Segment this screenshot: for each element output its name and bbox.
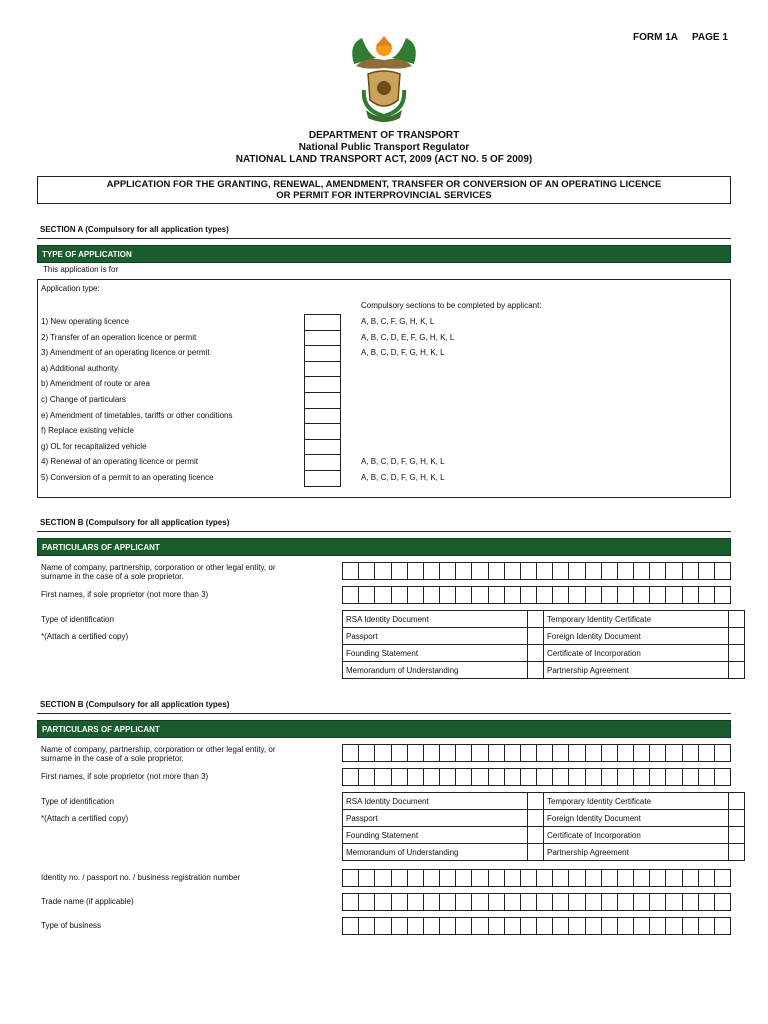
identification-checkbox[interactable] bbox=[729, 810, 745, 827]
char-cell[interactable] bbox=[424, 563, 440, 579]
char-cell[interactable] bbox=[489, 769, 505, 785]
char-cell[interactable] bbox=[456, 587, 472, 603]
trade-name-input[interactable] bbox=[342, 893, 731, 911]
char-cell[interactable] bbox=[489, 587, 505, 603]
char-cell[interactable] bbox=[553, 769, 569, 785]
company-name-label-cont: surname in the case of a sole proprietor. bbox=[41, 754, 184, 763]
char-cell[interactable] bbox=[715, 769, 730, 785]
char-cell[interactable] bbox=[618, 870, 634, 886]
application-type-checkbox[interactable] bbox=[304, 408, 341, 425]
char-cell[interactable] bbox=[715, 563, 730, 579]
char-cell[interactable] bbox=[650, 894, 666, 910]
char-cell[interactable] bbox=[424, 587, 440, 603]
regulator-title: National Public Transport Regulator bbox=[298, 142, 470, 153]
char-cell[interactable] bbox=[440, 587, 456, 603]
char-cell[interactable] bbox=[537, 918, 553, 934]
identification-checkbox[interactable] bbox=[729, 645, 745, 662]
char-cell[interactable] bbox=[715, 918, 730, 934]
application-type-checkbox[interactable] bbox=[304, 470, 341, 487]
identification-checkbox[interactable] bbox=[528, 844, 544, 861]
application-type-label: 3) Amendment of an operating licence or permit bbox=[41, 348, 210, 358]
char-cell[interactable] bbox=[343, 745, 359, 761]
char-cell[interactable] bbox=[586, 587, 602, 603]
char-cell[interactable] bbox=[715, 870, 730, 886]
char-cell[interactable] bbox=[683, 918, 699, 934]
char-cell[interactable] bbox=[375, 587, 391, 603]
compulsory-sections: A, B, C, F, G, H, K, L bbox=[361, 317, 435, 326]
char-cell[interactable] bbox=[618, 894, 634, 910]
char-cell[interactable] bbox=[602, 870, 618, 886]
particulars-bar: PARTICULARS OF APPLICANT bbox=[37, 720, 731, 738]
application-type-checkbox[interactable] bbox=[304, 361, 341, 378]
char-cell[interactable] bbox=[392, 563, 408, 579]
divider bbox=[37, 238, 731, 239]
char-cell[interactable] bbox=[683, 894, 699, 910]
identification-row bbox=[343, 844, 745, 861]
coat-of-arms-icon bbox=[346, 34, 422, 124]
identification-checkbox[interactable] bbox=[528, 793, 544, 810]
char-cell[interactable] bbox=[634, 587, 650, 603]
char-cell[interactable] bbox=[715, 587, 730, 603]
char-cell[interactable] bbox=[375, 563, 391, 579]
char-cell[interactable] bbox=[505, 918, 521, 934]
char-cell[interactable] bbox=[489, 745, 505, 761]
char-cell[interactable] bbox=[650, 769, 666, 785]
char-cell[interactable] bbox=[440, 918, 456, 934]
char-cell[interactable] bbox=[569, 894, 585, 910]
char-cell[interactable] bbox=[343, 870, 359, 886]
identification-checkbox[interactable] bbox=[729, 662, 745, 679]
application-type-label: g) OL for recapitalized vehicle bbox=[41, 441, 147, 451]
application-type-checkbox[interactable] bbox=[304, 454, 341, 471]
char-cell[interactable] bbox=[456, 769, 472, 785]
type-of-application-bar: TYPE OF APPLICATION bbox=[37, 245, 731, 263]
char-cell[interactable] bbox=[359, 563, 375, 579]
char-cell[interactable] bbox=[408, 870, 424, 886]
char-cell[interactable] bbox=[618, 918, 634, 934]
char-cell[interactable] bbox=[699, 894, 715, 910]
char-cell[interactable] bbox=[440, 769, 456, 785]
identification-row bbox=[343, 662, 745, 679]
divider bbox=[37, 713, 731, 714]
identification-checkbox[interactable] bbox=[729, 611, 745, 628]
type-of-identification-label: Type of identification bbox=[41, 615, 114, 624]
char-cell[interactable] bbox=[537, 769, 553, 785]
char-cell[interactable] bbox=[683, 587, 699, 603]
char-cell[interactable] bbox=[505, 563, 521, 579]
char-cell[interactable] bbox=[505, 894, 521, 910]
identification-option-label: Passport bbox=[343, 628, 528, 645]
char-cell[interactable] bbox=[489, 894, 505, 910]
char-cell[interactable] bbox=[586, 918, 602, 934]
char-cell[interactable] bbox=[569, 745, 585, 761]
char-cell[interactable] bbox=[408, 769, 424, 785]
identification-row bbox=[343, 810, 745, 827]
char-cell[interactable] bbox=[618, 745, 634, 761]
char-cell[interactable] bbox=[634, 894, 650, 910]
identification-checkbox[interactable] bbox=[528, 827, 544, 844]
char-cell[interactable] bbox=[440, 894, 456, 910]
char-cell[interactable] bbox=[440, 870, 456, 886]
identification-option-label: Foreign Identity Document bbox=[544, 810, 729, 827]
char-cell[interactable] bbox=[521, 745, 537, 761]
first-names-input[interactable] bbox=[342, 586, 731, 604]
identification-checkbox[interactable] bbox=[528, 611, 544, 628]
char-cell[interactable] bbox=[683, 563, 699, 579]
identification-option-label: Passport bbox=[343, 810, 528, 827]
char-cell[interactable] bbox=[408, 587, 424, 603]
char-cell[interactable] bbox=[699, 745, 715, 761]
application-type-label: a) Additional authority bbox=[41, 363, 118, 373]
char-cell[interactable] bbox=[424, 769, 440, 785]
char-cell[interactable] bbox=[343, 918, 359, 934]
char-cell[interactable] bbox=[666, 769, 682, 785]
identification-checkbox[interactable] bbox=[729, 844, 745, 861]
char-cell[interactable] bbox=[586, 769, 602, 785]
char-cell[interactable] bbox=[424, 745, 440, 761]
char-cell[interactable] bbox=[569, 563, 585, 579]
char-cell[interactable] bbox=[392, 745, 408, 761]
char-cell[interactable] bbox=[586, 745, 602, 761]
char-cell[interactable] bbox=[666, 894, 682, 910]
char-cell[interactable] bbox=[650, 563, 666, 579]
char-cell[interactable] bbox=[489, 563, 505, 579]
char-cell[interactable] bbox=[602, 745, 618, 761]
char-cell[interactable] bbox=[553, 563, 569, 579]
identification-checkbox[interactable] bbox=[729, 628, 745, 645]
application-type-label: 1) New operating licence bbox=[41, 317, 130, 326]
identification-option-label: Founding Statement bbox=[343, 827, 528, 844]
char-cell[interactable] bbox=[618, 563, 634, 579]
char-cell[interactable] bbox=[489, 918, 505, 934]
section-b-heading: SECTION B (Compulsory for all application types) bbox=[40, 700, 230, 709]
id-number-label: Identity no. / passport no. / business registration number bbox=[41, 873, 241, 882]
application-type-checkbox[interactable] bbox=[304, 376, 341, 393]
char-cell[interactable] bbox=[472, 587, 488, 603]
application-type-label: Application type: bbox=[41, 284, 100, 293]
char-cell[interactable] bbox=[537, 563, 553, 579]
char-cell[interactable] bbox=[359, 745, 375, 761]
char-cell[interactable] bbox=[666, 563, 682, 579]
char-cell[interactable] bbox=[715, 894, 730, 910]
compulsory-sections: A, B, C, D, F, G, H, K, L bbox=[361, 457, 445, 467]
identification-checkbox[interactable] bbox=[528, 810, 544, 827]
char-cell[interactable] bbox=[505, 745, 521, 761]
department-title: DEPARTMENT OF TRANSPORT bbox=[308, 130, 460, 141]
char-cell[interactable] bbox=[650, 745, 666, 761]
application-type-checkbox[interactable] bbox=[304, 345, 341, 362]
application-type-checkbox[interactable] bbox=[304, 439, 341, 456]
char-cell[interactable] bbox=[586, 563, 602, 579]
char-cell[interactable] bbox=[505, 769, 521, 785]
char-cell[interactable] bbox=[521, 769, 537, 785]
act-title: NATIONAL LAND TRANSPORT ACT, 2009 (ACT NO. 5 OF 2009) bbox=[235, 154, 533, 165]
application-type-checkbox[interactable] bbox=[304, 330, 341, 347]
char-cell[interactable] bbox=[553, 745, 569, 761]
compulsory-label: Compulsory sections to be completed by applicant: bbox=[361, 301, 542, 310]
identification-checkbox[interactable] bbox=[729, 793, 745, 810]
char-cell[interactable] bbox=[602, 587, 618, 603]
first-names-label: First names, if sole proprietor (not more than 3) bbox=[41, 772, 209, 781]
application-type-label: 2) Transfer of an operation licence or permit bbox=[41, 332, 197, 342]
char-cell[interactable] bbox=[634, 918, 650, 934]
char-cell[interactable] bbox=[537, 894, 553, 910]
char-cell[interactable] bbox=[359, 870, 375, 886]
identification-option-label: Certificate of Incorporation bbox=[544, 827, 729, 844]
char-cell[interactable] bbox=[343, 894, 359, 910]
char-cell[interactable] bbox=[650, 587, 666, 603]
char-cell[interactable] bbox=[699, 587, 715, 603]
char-cell[interactable] bbox=[472, 870, 488, 886]
compulsory-sections: A, B, C, D, F, G, H, K, L bbox=[361, 348, 445, 358]
type-of-business-input[interactable] bbox=[342, 917, 731, 935]
char-cell[interactable] bbox=[424, 894, 440, 910]
char-cell[interactable] bbox=[553, 918, 569, 934]
char-cell[interactable] bbox=[618, 769, 634, 785]
char-cell[interactable] bbox=[456, 870, 472, 886]
identification-row bbox=[343, 628, 745, 645]
identification-option-label: RSA Identity Document bbox=[343, 793, 528, 810]
identification-option-label: Partnership Agreement bbox=[544, 844, 729, 861]
char-cell[interactable] bbox=[505, 870, 521, 886]
char-cell[interactable] bbox=[408, 918, 424, 934]
identification-option-label: RSA Identity Document bbox=[343, 611, 528, 628]
identification-row bbox=[343, 827, 745, 844]
application-type-label: c) Change of particulars bbox=[41, 395, 126, 404]
char-cell[interactable] bbox=[392, 769, 408, 785]
char-cell[interactable] bbox=[699, 870, 715, 886]
char-cell[interactable] bbox=[375, 918, 391, 934]
identification-option-label: Foreign Identity Document bbox=[544, 628, 729, 645]
char-cell[interactable] bbox=[440, 563, 456, 579]
char-cell[interactable] bbox=[375, 769, 391, 785]
char-cell[interactable] bbox=[472, 563, 488, 579]
application-type-checkbox[interactable] bbox=[304, 392, 341, 409]
id-number-input[interactable] bbox=[342, 869, 731, 887]
application-type-label: f) Replace existing vehicle bbox=[41, 426, 134, 436]
identification-option-label: Partnership Agreement bbox=[544, 662, 729, 679]
char-cell[interactable] bbox=[359, 587, 375, 603]
char-cell[interactable] bbox=[683, 769, 699, 785]
application-type-checkbox[interactable] bbox=[304, 314, 341, 331]
section-a-heading: SECTION A (Compulsory for all application types) bbox=[40, 225, 229, 234]
title-line-2: OR PERMIT FOR INTERPROVINCIAL SERVICES bbox=[276, 190, 492, 201]
company-name-input[interactable] bbox=[342, 562, 731, 580]
char-cell[interactable] bbox=[634, 769, 650, 785]
particulars-bar: PARTICULARS OF APPLICANT bbox=[37, 538, 731, 556]
char-cell[interactable] bbox=[618, 587, 634, 603]
char-cell[interactable] bbox=[392, 870, 408, 886]
char-cell[interactable] bbox=[666, 918, 682, 934]
char-cell[interactable] bbox=[569, 769, 585, 785]
char-cell[interactable] bbox=[569, 870, 585, 886]
char-cell[interactable] bbox=[666, 870, 682, 886]
char-cell[interactable] bbox=[359, 918, 375, 934]
char-cell[interactable] bbox=[456, 745, 472, 761]
char-cell[interactable] bbox=[553, 894, 569, 910]
attach-copy-note: *(Attach a certified copy) bbox=[41, 814, 129, 823]
char-cell[interactable] bbox=[392, 894, 408, 910]
char-cell[interactable] bbox=[634, 563, 650, 579]
identification-row bbox=[343, 793, 745, 810]
char-cell[interactable] bbox=[408, 563, 424, 579]
char-cell[interactable] bbox=[553, 587, 569, 603]
char-cell[interactable] bbox=[392, 918, 408, 934]
char-cell[interactable] bbox=[392, 587, 408, 603]
company-name-input[interactable] bbox=[342, 744, 731, 762]
char-cell[interactable] bbox=[666, 587, 682, 603]
char-cell[interactable] bbox=[537, 587, 553, 603]
char-cell[interactable] bbox=[553, 870, 569, 886]
char-cell[interactable] bbox=[586, 894, 602, 910]
char-cell[interactable] bbox=[472, 769, 488, 785]
identification-checkbox[interactable] bbox=[528, 645, 544, 662]
char-cell[interactable] bbox=[440, 745, 456, 761]
char-cell[interactable] bbox=[586, 870, 602, 886]
char-cell[interactable] bbox=[408, 745, 424, 761]
type-of-identification-label: Type of identification bbox=[41, 797, 114, 806]
char-cell[interactable] bbox=[602, 894, 618, 910]
identification-row bbox=[343, 645, 745, 662]
application-title-box bbox=[37, 176, 731, 204]
identification-option-label: Founding Statement bbox=[343, 645, 528, 662]
identification-checkbox[interactable] bbox=[528, 662, 544, 679]
application-type-label: b) Amendment of route or area bbox=[41, 379, 150, 389]
char-cell[interactable] bbox=[602, 769, 618, 785]
char-cell[interactable] bbox=[505, 587, 521, 603]
char-cell[interactable] bbox=[521, 918, 537, 934]
char-cell[interactable] bbox=[375, 870, 391, 886]
char-cell[interactable] bbox=[537, 745, 553, 761]
application-type-label: e) Amendment of timetables, tariffs or other conditions bbox=[41, 410, 233, 420]
company-name-label-cont: surname in the case of a sole proprietor. bbox=[41, 572, 184, 581]
char-cell[interactable] bbox=[489, 870, 505, 886]
char-cell[interactable] bbox=[359, 894, 375, 910]
char-cell[interactable] bbox=[650, 918, 666, 934]
section-b-heading: SECTION B (Compulsory for all application types) bbox=[40, 518, 230, 527]
char-cell[interactable] bbox=[456, 894, 472, 910]
char-cell[interactable] bbox=[343, 587, 359, 603]
char-cell[interactable] bbox=[602, 563, 618, 579]
first-names-input[interactable] bbox=[342, 768, 731, 786]
application-type-label: 5) Conversion of a permit to an operating licence bbox=[41, 473, 214, 482]
compulsory-sections: A, B, C, D, F, G, H, K, L bbox=[361, 473, 445, 482]
identification-checkbox[interactable] bbox=[528, 628, 544, 645]
char-cell[interactable] bbox=[408, 894, 424, 910]
company-name-label: Name of company, partnership, corporation or other legal entity, or bbox=[41, 563, 276, 572]
type-of-business-label: Type of business bbox=[41, 921, 102, 930]
char-cell[interactable] bbox=[602, 918, 618, 934]
char-cell[interactable] bbox=[472, 918, 488, 934]
identification-option-label: Temporary Identity Certificate bbox=[544, 611, 729, 628]
compulsory-sections: A, B, C, D, E, F, G, H, K, L bbox=[361, 332, 455, 342]
form-number: FORM 1A PAGE 1 bbox=[633, 32, 728, 43]
char-cell[interactable] bbox=[683, 745, 699, 761]
char-cell[interactable] bbox=[666, 745, 682, 761]
char-cell[interactable] bbox=[472, 745, 488, 761]
char-cell[interactable] bbox=[699, 563, 715, 579]
char-cell[interactable] bbox=[521, 870, 537, 886]
application-type-checkbox[interactable] bbox=[304, 423, 341, 440]
identification-option-label: Memorandum of Understanding bbox=[343, 844, 528, 861]
identification-type-table bbox=[342, 610, 745, 679]
first-names-label: First names, if sole proprietor (not more than 3) bbox=[41, 590, 209, 599]
identification-option-label: Memorandum of Understanding bbox=[343, 662, 528, 679]
char-cell[interactable] bbox=[424, 918, 440, 934]
char-cell[interactable] bbox=[521, 587, 537, 603]
application-type-label: 4) Renewal of an operating licence or permit bbox=[41, 457, 198, 467]
char-cell[interactable] bbox=[343, 769, 359, 785]
title-line-1: APPLICATION FOR THE GRANTING, RENEWAL, AMENDMENT, TRANSFER OR CONVERSION OF AN OPERATING LICENCE bbox=[106, 179, 662, 190]
company-name-label: Name of company, partnership, corporation or other legal entity, or bbox=[41, 745, 276, 754]
intro-text: This application is for bbox=[43, 265, 119, 274]
char-cell[interactable] bbox=[359, 769, 375, 785]
char-cell[interactable] bbox=[569, 918, 585, 934]
identification-checkbox[interactable] bbox=[729, 827, 745, 844]
char-cell[interactable] bbox=[424, 870, 440, 886]
char-cell[interactable] bbox=[715, 745, 730, 761]
char-cell[interactable] bbox=[569, 587, 585, 603]
identification-row bbox=[343, 611, 745, 628]
char-cell[interactable] bbox=[472, 894, 488, 910]
identification-type-table bbox=[342, 792, 745, 861]
char-cell[interactable] bbox=[650, 870, 666, 886]
char-cell[interactable] bbox=[699, 918, 715, 934]
char-cell[interactable] bbox=[521, 894, 537, 910]
char-cell[interactable] bbox=[343, 563, 359, 579]
divider bbox=[37, 531, 731, 532]
page-number: PAGE 1 bbox=[692, 32, 728, 43]
identification-option-label: Temporary Identity Certificate bbox=[544, 793, 729, 810]
identification-option-label: Certificate of Incorporation bbox=[544, 645, 729, 662]
char-cell[interactable] bbox=[456, 918, 472, 934]
char-cell[interactable] bbox=[456, 563, 472, 579]
char-cell[interactable] bbox=[375, 894, 391, 910]
char-cell[interactable] bbox=[634, 870, 650, 886]
trade-name-label: Trade name (if applicable) bbox=[41, 897, 134, 906]
char-cell[interactable] bbox=[683, 870, 699, 886]
char-cell[interactable] bbox=[521, 563, 537, 579]
char-cell[interactable] bbox=[699, 769, 715, 785]
char-cell[interactable] bbox=[634, 745, 650, 761]
char-cell[interactable] bbox=[375, 745, 391, 761]
attach-copy-note: *(Attach a certified copy) bbox=[41, 632, 129, 641]
char-cell[interactable] bbox=[537, 870, 553, 886]
